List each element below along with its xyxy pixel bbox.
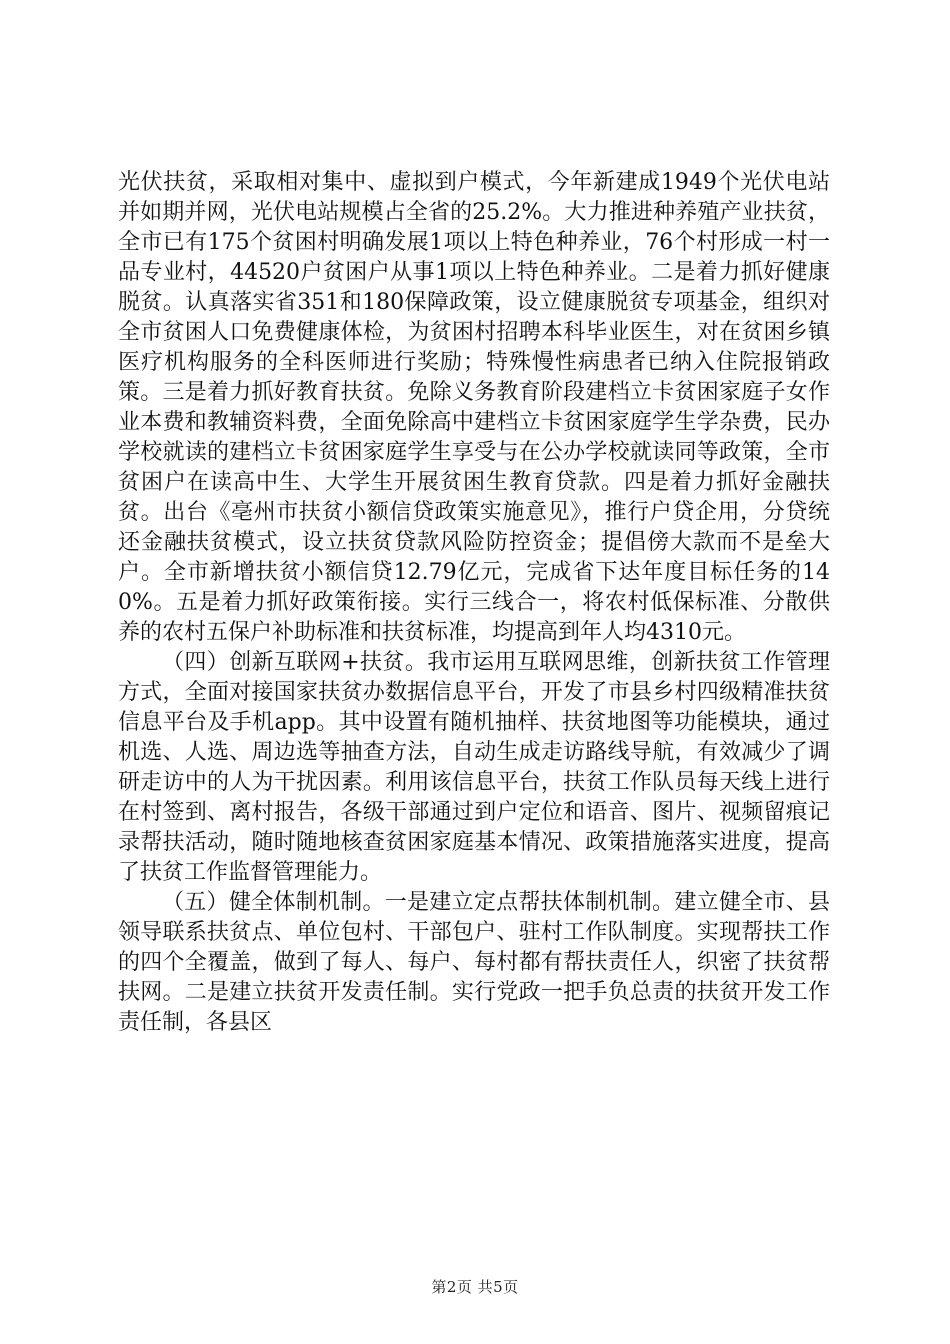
paragraph-3: （五）健全体制机制。一是建立定点帮扶体制机制。建立健全市、县领导联系扶贫点、单位包村、干部包户、驻村工作队制度。实现帮扶工作的四个全覆盖，做到了每人、每户、每村都有帮扶责任人，织密了扶贫帮扶网。二是建立扶贫开发责任制。实行党政一把手负总责的扶贫开发工作责任制，各县区 xyxy=(118,890,830,1035)
document-body xyxy=(118,168,830,1038)
page-number-footer: 第2页 共5页 xyxy=(431,1278,519,1296)
paragraph-2: （四）创新互联网+扶贫。我市运用互联网思维，创新扶贫工作管理方式，全面对接国家扶贫办数据信息平台，开发了市县乡村四级精准扶贫信息平台及手机app。其中设置有随机抽样、扶贫地图等功能模块，通过机选、人选、周边选等抽查方法，自动生成走访路线导航，有效减少了调研走访中的人为干扰因素。利用该信息平台，扶贫工作队员每天线上进行在村签到、离村报告，各级干部通过到户定位和语音、图片、视频留痕记录帮扶活动，随时随地核查贫困家庭基本情况、政策措施落实进度，提高了扶贫工作监督管理能力。 xyxy=(118,650,830,885)
paragraph-1: 光伏扶贫，采取相对集中、虚拟到户模式，今年新建成1949个光伏电站并如期并网，光伏电站规模占全省的25.2%。大力推进种养殖产业扶贫，全市已有175个贫困村明确发展1项以上特色种养业，76个村形成一村一品专业村，44520户贫困户从事1项以上特色种养业。二是着力抓好健康脱贫。认真落实省351和180保障政策，设立健康脱贫专项基金，组织对全市贫困人口免费健康体检，为贫困村招聘本科毕业医生，对在贫困乡镇医疗机构服务的全科医师进行奖励；特殊慢性病患者已纳入住院报销政策。三是着力抓好教育扶贫。免除义务教育阶段建档立卡贫困家庭子女作业本费和教辅资料费，全面免除高中建档立卡贫困家庭学生学杂费，民办学校就读的建档立卡贫困家庭学生享受与在公办学校就读同等政策，全市贫困户在读高中生、大学生开展贫困生教育贷款。四是着力抓好金融扶贫。出台《亳州市扶贫小额信贷政策实施意见》，推行户贷企用，分贷统还金融扶贫模式，设立扶贫贷款风险防控资金；提倡傍大款而不是垒大户。全市新增扶贫小额信贷12.79亿元，完成省下达年度目标任务的140%。五是着力抓好政策衔接。实行三线合一，将农村低保标准、分散供养的农村五保户补助标准和扶贫标准，均提高到年人均4310元。 xyxy=(118,170,830,645)
